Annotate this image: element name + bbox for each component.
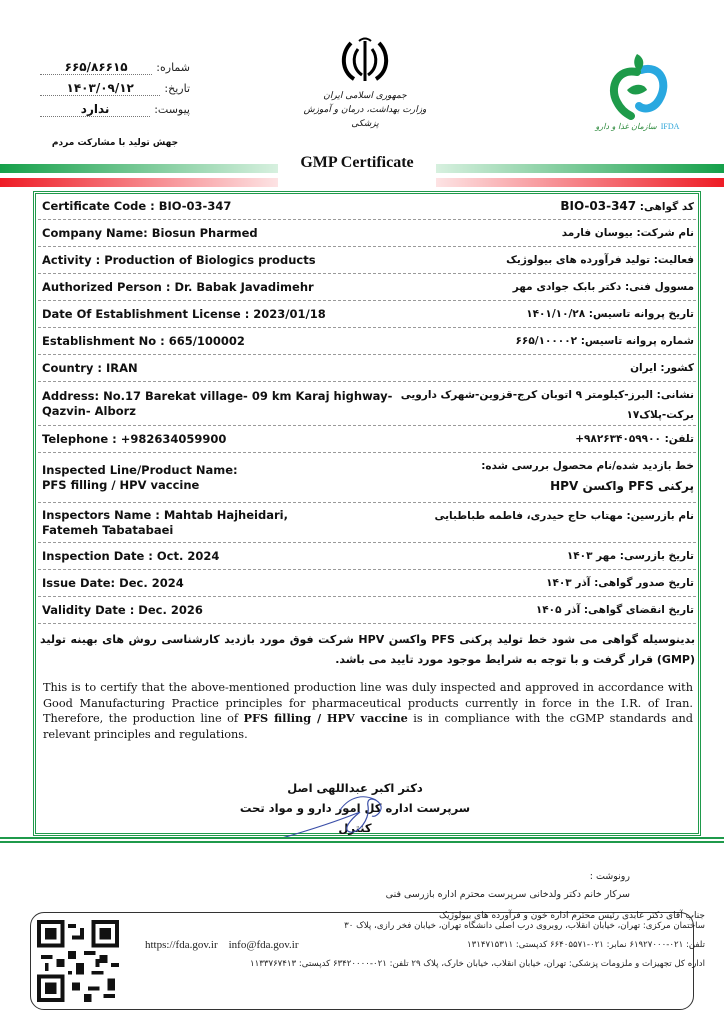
letter-number-row (40, 60, 190, 81)
page-title: GMP Certificate (300, 154, 414, 171)
activity-fa-value: تولید فرآورده های بیولوژیک (506, 254, 651, 266)
row-certificate-code (38, 193, 696, 220)
green-band-right (436, 164, 724, 173)
letter-date-value: ۱۴۰۳/۰۹/۱۲ (40, 81, 160, 96)
footer-address-medical: اداره کل تجهیزات و ملزومات پزشکی: تهران، خیابان انقلاب، خیابان خارک، پلاک ۲۹ تلفن: ۰۲۱-۶۳۴۲۰۰۰۰ کدپستی: ۱۱۳۳۷۶۷۴۱۳ (249, 959, 705, 969)
inspection-date-en: Inspection Date : Oct. 2024 (42, 548, 220, 563)
address-en-line-2: Qazvin- Alborz (42, 403, 136, 418)
authorized-person-fa-label: مسوول فنی: (624, 281, 694, 293)
country-fa-label: کشور: (660, 362, 694, 374)
attachment-value: ندارد (40, 102, 150, 117)
letter-number-value: ۶۶۵/۸۶۶۱۵ (40, 60, 152, 75)
carbon-copy (300, 868, 630, 904)
certificate-code-en: Certificate Code : BIO-03-347 (42, 198, 232, 213)
signatory-name: دکتر اکبر عبداللهی اصل (287, 781, 423, 795)
row-inspected-line (38, 453, 696, 503)
ifda-caption-en: IFDA (660, 122, 680, 131)
qr-code-icon[interactable] (37, 919, 119, 1003)
inspected-line-en-label: Inspected Line/Product Name: (42, 462, 238, 477)
ifda-apple-icon (603, 50, 673, 120)
inspection-date-fa-value: مهر ۱۴۰۳ (566, 550, 617, 562)
attachment-row (40, 102, 190, 123)
row-activity (38, 247, 696, 274)
authorized-person-fa-value: دکتر بابک جوادی مهر (512, 281, 622, 293)
footer-address-central: ساختمان مرکزی: تهران، خیابان انقلاب، روبروی درب اصلی دانشگاه تهران، خیابان فخر رازی، پلاک ۳۰ (344, 921, 705, 931)
footer-divider (0, 837, 724, 839)
validity-date-en: Validity Date : Dec. 2026 (42, 602, 203, 617)
establishment-date-en: Date Of Establishment License : 2023/01/18 (42, 306, 326, 321)
certification-en-part-2: is in compliance with the cGMP standards and relevant principles and regulations. (43, 712, 693, 741)
telephone-fa-value: +۹۸۲۶۳۴۰۵۹۹۰۰ (575, 433, 661, 445)
cc-recipient-1: سرکار خانم دکتر ولدخانی سرپرست محترم اداره بازرسی فنی (385, 889, 630, 900)
letter-date-row (40, 81, 190, 102)
row-telephone (38, 426, 696, 453)
inspected-line-fa-label: خط بازدید شده/نام محصول بررسی شده: (481, 460, 694, 472)
cc-label: رونوشت : (589, 871, 630, 882)
establishment-no-fa-label: شماره پروانه تاسیس: (580, 335, 694, 347)
country-en: Country : IRAN (42, 360, 138, 375)
row-inspectors (38, 503, 696, 543)
establishment-date-fa-label: تاریخ پروانه تاسیس: (588, 308, 694, 320)
address-fa-value: البرز-کیلومتر ۹ اتوبان کرج-قزوین-شهرک دارویی (400, 389, 653, 401)
establishment-no-en: Establishment No : 665/100002 (42, 333, 245, 348)
row-address (38, 382, 696, 426)
address-en-line-1: Address: No.17 Barekat village- 09 km Karaj highway- (42, 388, 393, 403)
row-inspection-date (38, 543, 696, 570)
issue-date-fa-value: آذر ۱۴۰۳ (546, 577, 591, 589)
inspected-line-fa-value: پرکنی PFS واکسن HPV (550, 479, 694, 493)
certification-text-fa: بدینوسیله گواهی می شود خط تولید پرکنی PFS واکسن HPV شرکت فوق مورد بازدید کارشناسی روش های بهینه تولید (GMP) قرار گرفت و با توجه به شرایط موجود مورد تایید می باشد. (40, 633, 695, 666)
activity-fa-label: فعالیت: (653, 254, 694, 266)
green-band-left (0, 164, 278, 173)
footer-email-link[interactable]: info@fda.gov.ir (228, 939, 299, 951)
letter-meta (40, 60, 190, 123)
footer-phone-line: تلفن: ۰۲۱-۶۱۹۲۷۰۰۰ نمابر: ۰۲۱-۶۶۴۰۵۵۷۱ کدپستی: ۱۳۱۴۷۱۵۳۱۱ (466, 940, 705, 950)
authorized-person-en: Authorized Person : Dr. Babak Javadimehr (42, 279, 314, 294)
letter-date-label: تاریخ: (164, 82, 190, 95)
inspectors-fa-label: نام بازرسین: (626, 510, 694, 522)
issue-date-fa-label: تاریخ صدور گواهی: (594, 577, 694, 589)
row-issue-date (38, 570, 696, 597)
handwritten-signature-icon (280, 790, 400, 840)
inspectors-en-line-1: Inspectors Name : Mahtab Hajheidari, (42, 507, 288, 522)
certification-en-product: PFS filling / HPV vaccine (243, 711, 408, 725)
issue-date-en: Issue Date: Dec. 2024 (42, 575, 184, 590)
validity-date-fa-value: آذر ۱۴۰۵ (535, 604, 581, 616)
row-establishment-no (38, 328, 696, 355)
company-name-fa-value: بیوسان فارمد (561, 227, 633, 239)
footer-web-contacts (145, 939, 299, 951)
red-band-right (436, 178, 724, 187)
row-authorized-person (38, 274, 696, 301)
address-fa-label: نشانی: (656, 389, 694, 401)
row-establishment-date (38, 301, 696, 328)
certificate-code-fa-value: BIO-03-347 (560, 199, 637, 213)
signatory-title: سرپرست اداره کل امور دارو و مواد تحت کنترل (239, 801, 471, 835)
country-fa-value: ایران (630, 362, 657, 374)
inspectors-en-line-2: Fatemeh Tabatabaei (42, 522, 174, 537)
establishment-date-fa-value: ۱۴۰۱/۱۰/۲۸ (526, 308, 586, 320)
validity-date-fa-label: تاریخ انقضای گواهی: (583, 604, 694, 616)
emblem-line-2: وزارت بهداشت، درمان و آموزش پزشکی (303, 105, 427, 129)
company-name-fa-label: نام شرکت: (636, 227, 694, 239)
row-company-name (38, 220, 696, 247)
iran-emblem-icon (338, 35, 392, 85)
certificate-details-table (38, 193, 696, 624)
attachment-label: پیوست: (154, 103, 190, 116)
company-name-en: Company Name: Biosun Pharmed (42, 225, 258, 240)
red-band-left (0, 178, 278, 187)
emblem-line-1: جمهوری اسلامی ایران (323, 91, 407, 101)
address-fa-value-2: برکت-پلاک۱۷ (626, 409, 694, 421)
inspection-date-fa-label: تاریخ بازرسی: (619, 550, 694, 562)
row-validity-date (38, 597, 696, 624)
ifda-logo (595, 50, 680, 131)
certificate-code-fa-label: کد گواهی: (639, 201, 694, 213)
certification-en-part-1: This is to certify that the above-mentioned production line was duly inspected and approved in accordance with Good Manufacturing Practice principles for pharmaceutical products currently in force in the I.R. of Iran. Therefore, the production line of (43, 681, 693, 725)
motto: جهش تولید با مشارکت مردم (51, 138, 179, 148)
telephone-fa-label: تلفن: (664, 433, 694, 445)
footer-divider-2 (0, 841, 724, 843)
certification-text-en (43, 680, 693, 742)
telephone-en: Telephone : +982634059900 (42, 431, 227, 446)
cc-recipient-2: جناب آقای دکتر عابدی رئیس محترم اداره خون و فرآورده های بیولوژیک (439, 911, 705, 921)
ministry-emblem (295, 35, 435, 131)
activity-en: Activity : Production of Biologics products (42, 252, 316, 267)
letter-number-label: شماره: (156, 61, 190, 74)
ifda-caption-fa: سازمان غذا و دارو (595, 122, 657, 131)
row-country (38, 355, 696, 382)
inspected-line-en-value: PFS filling / HPV vaccine (42, 477, 200, 492)
inspectors-fa-value: مهتاب حاج حیدری، فاطمه طباطبایی (434, 510, 623, 522)
footer-website-link[interactable]: https://fda.gov.ir (145, 939, 218, 951)
establishment-no-fa-value: ۶۶۵/۱۰۰۰۰۲ (515, 335, 578, 347)
